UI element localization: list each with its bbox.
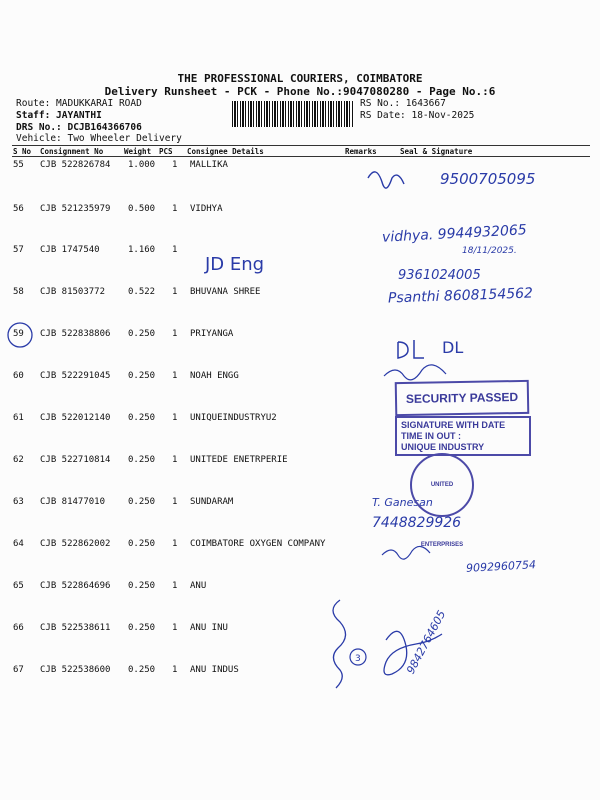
hand-jd-eng: JD Eng (205, 254, 265, 275)
row-sno: 66 (13, 623, 24, 633)
col-seal: Seal & Signature (400, 147, 473, 156)
row-pcs: 1 (172, 455, 178, 465)
hand-ganesan: T. Ganesan (372, 496, 433, 509)
row-consignment: CJB 522291045 (40, 371, 111, 381)
col-consignee: Consignee Details (187, 147, 264, 156)
row-weight: 0.250 (128, 413, 156, 423)
row-consignment: CJB 521235979 (40, 204, 111, 214)
row-weight: 0.250 (128, 581, 156, 591)
row-sno: 59 (13, 329, 24, 339)
row-consignee: VIDHYA (190, 204, 223, 214)
row-weight: 0.250 (128, 623, 156, 633)
drs-label: DRS No.: DCJB164366706 (16, 122, 142, 133)
row-pcs: 1 (172, 160, 178, 170)
hand-psanthi: Psanthi 8608154562 (387, 285, 534, 307)
row-weight: 0.250 (128, 371, 156, 381)
rs-no-label: RS No.: 1643667 (360, 98, 446, 109)
row-pcs: 1 (172, 623, 178, 633)
signature-noah (384, 365, 446, 380)
stamp-sig-date: SIGNATURE WITH DATE (401, 420, 506, 430)
row-pcs: 1 (172, 413, 178, 423)
runsheet-subtitle: Delivery Runsheet - PCK - Phone No.:9047080280 - Page No.:6 (104, 85, 496, 98)
row-consignment: CJB 522838806 (40, 329, 111, 339)
hand-phone-63: 7448829926 (372, 515, 462, 531)
row-consignment: CJB 522862002 (40, 539, 111, 549)
row-pcs: 1 (172, 287, 178, 297)
row-consignment: CJB 522012140 (40, 413, 111, 423)
signature-mallika (368, 172, 404, 188)
row-consignee: ANU INU (190, 623, 228, 633)
row-weight: 0.250 (128, 329, 156, 339)
route-label: Route: MADUKKARAI ROAD (16, 98, 142, 109)
hand-phone-55: 9500705095 (440, 170, 536, 188)
row-sno: 67 (13, 665, 24, 675)
stamp-time: TIME IN OUT : (401, 431, 461, 441)
row-sno: 55 (13, 160, 24, 170)
row-sno: 63 (13, 497, 24, 507)
row-consignee: UNIQUEINDUSTRYU2 (190, 413, 277, 423)
staff-label: Staff: JAYANTHI (16, 110, 102, 121)
circle-mark (8, 323, 32, 347)
row-sno: 57 (13, 245, 24, 255)
row-weight: 1.160 (128, 245, 156, 255)
row-consignee: PRIYANGA (190, 329, 234, 339)
col-remarks: Remarks (345, 147, 377, 156)
signature-date-stamp (395, 416, 531, 456)
row-consignee: COIMBATORE OXYGEN COMPANY (190, 539, 326, 549)
row-consignment: CJB 522710814 (40, 455, 111, 465)
row-pcs: 1 (172, 581, 178, 591)
row-consignment: CJB 522864696 (40, 581, 111, 591)
row-pcs: 1 (172, 329, 178, 339)
row-pcs: 1 (172, 245, 178, 255)
row-pcs: 1 (172, 497, 178, 507)
row-pcs: 1 (172, 539, 178, 549)
row-weight: 0.250 (128, 497, 156, 507)
row-consignee: ANU INDUS (190, 665, 239, 675)
signature-dl (398, 340, 424, 358)
row-consignee: UNITEDE ENETRPERIE (190, 455, 288, 465)
row-weight: 0.250 (128, 665, 156, 675)
row-consignee: ANU (190, 581, 207, 591)
bracket-mark (333, 600, 346, 688)
row-weight: 0.250 (128, 539, 156, 549)
row-consignment: CJB 81503772 (40, 287, 106, 297)
row-sno: 61 (13, 413, 24, 423)
hand-date-56: 18/11/2025. (462, 246, 517, 256)
rs-date-label: RS Date: 18-Nov-2025 (360, 110, 475, 121)
col-pcs: PCS (159, 147, 173, 156)
col-consignment: Consignment No (40, 147, 104, 156)
hand-dl: DL (442, 338, 464, 357)
row-consignment: CJB 522538600 (40, 665, 111, 675)
company-title: THE PROFESSIONAL COURIERS, COIMBATORE (177, 72, 423, 85)
row-weight: 0.522 (128, 287, 156, 297)
row-consignment: CJB 1747540 (40, 245, 100, 255)
col-sno: S No (13, 147, 32, 156)
row-consignment: CJB 522826784 (40, 160, 111, 170)
row-pcs: 1 (172, 665, 178, 675)
row-weight: 0.250 (128, 455, 156, 465)
hand-phone-67: 9842764605 (404, 608, 449, 677)
col-weight: Weight (124, 147, 152, 156)
circle-three-label: 3 (355, 654, 361, 664)
hand-phone-64: 9092960754 (465, 558, 537, 575)
row-sno: 65 (13, 581, 24, 591)
row-consignee: NOAH ENGG (190, 371, 239, 381)
hand-vidhya: vidhya. 9944932065 (381, 222, 528, 246)
hand-phone-57: 9361024005 (398, 268, 481, 283)
row-weight: 1.000 (128, 160, 156, 170)
stamp-unique: UNIQUE INDUSTRY (401, 442, 485, 452)
row-pcs: 1 (172, 204, 178, 214)
row-sno: 58 (13, 287, 24, 297)
row-consignment: CJB 522538611 (40, 623, 111, 633)
row-sno: 56 (13, 204, 24, 214)
row-sno: 62 (13, 455, 24, 465)
row-consignment: CJB 81477010 (40, 497, 106, 507)
row-sno: 64 (13, 539, 24, 549)
security-stamp: SECURITY PASSED (395, 380, 530, 416)
row-sno: 60 (13, 371, 24, 381)
vehicle-label: Vehicle: Two Wheeler Delivery (16, 133, 182, 144)
round-seal-text: UNITED ENTERPRISES (420, 482, 464, 548)
row-consignee: MALLIKA (190, 160, 228, 170)
row-consignee: BHUVANA SHREE (190, 287, 261, 297)
row-weight: 0.500 (128, 204, 156, 214)
row-pcs: 1 (172, 371, 178, 381)
row-consignee: SUNDARAM (190, 497, 234, 507)
